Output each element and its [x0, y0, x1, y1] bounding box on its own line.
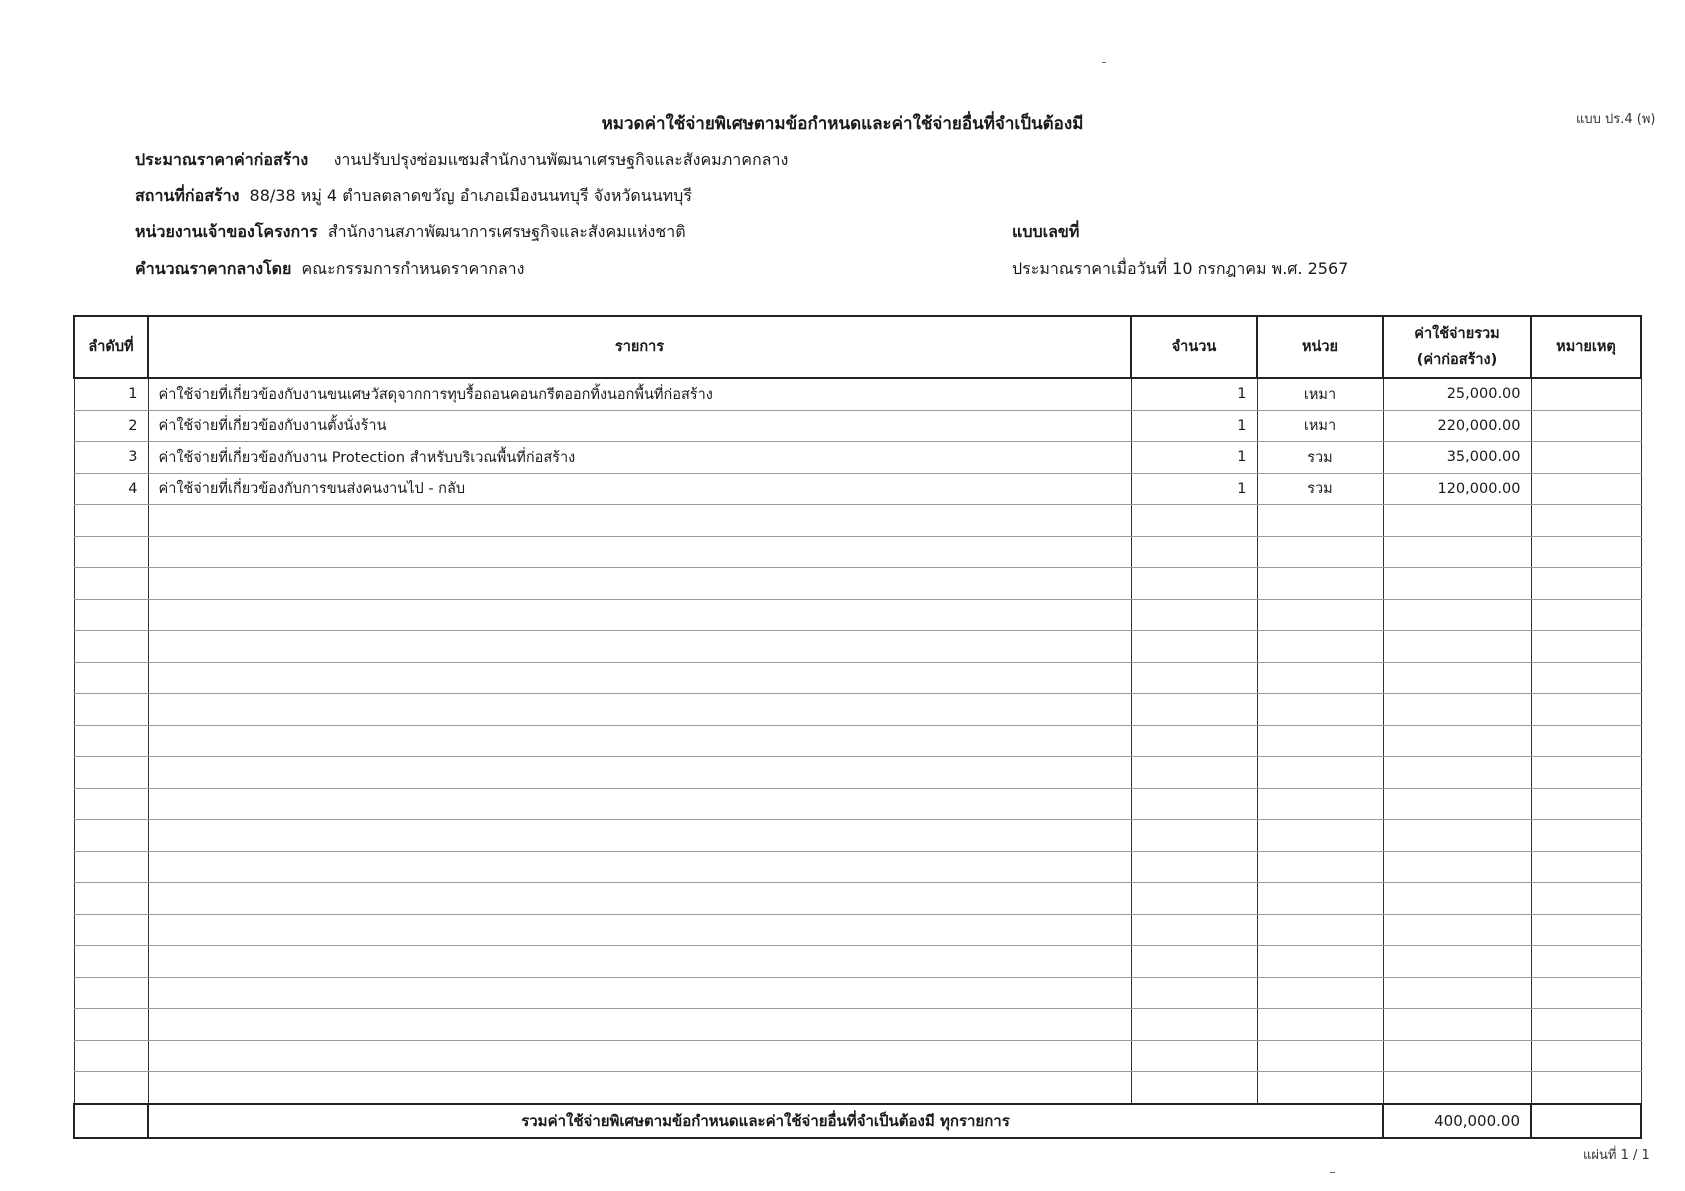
cell-remark — [1531, 883, 1641, 915]
plan-number-label: แบบเลขที่ — [1012, 222, 1080, 241]
cell-item — [148, 599, 1131, 631]
owner-value: สำนักงานสภาพัฒนาการเศรษฐกิจและสังคมแห่งชาติ — [327, 222, 686, 241]
cell-cost: 120,000.00 — [1383, 473, 1531, 505]
cell-unit: เหมา — [1257, 410, 1383, 442]
cell-unit — [1257, 757, 1383, 789]
cell-item: ค่าใช้จ่ายที่เกี่ยวข้องกับงาน Protection สำหรับบริเวณพื้นที่ก่อสร้าง — [148, 442, 1131, 474]
cell-unit — [1257, 662, 1383, 694]
cell-no: 2 — [74, 410, 148, 442]
total-spacer — [74, 1104, 148, 1138]
estimate-label: ประมาณราคาค่าก่อสร้าง — [135, 150, 309, 169]
cell-qty — [1131, 946, 1257, 978]
cell-qty — [1131, 536, 1257, 568]
table-row — [74, 536, 1641, 568]
total-row — [74, 1104, 1641, 1138]
cell-item — [148, 694, 1131, 726]
cell-no — [74, 1040, 148, 1072]
cell-cost — [1383, 1072, 1531, 1104]
cell-unit — [1257, 1009, 1383, 1041]
calc-value: คณะกรรมการกำหนดราคากลาง — [301, 259, 525, 278]
cell-unit — [1257, 599, 1383, 631]
cell-remark — [1531, 820, 1641, 852]
cell-no: 4 — [74, 473, 148, 505]
cell-no — [74, 851, 148, 883]
cell-qty: 1 — [1131, 378, 1257, 410]
table-row — [74, 442, 1641, 474]
header-remark: หมายเหตุ — [1531, 316, 1641, 378]
cell-unit — [1257, 788, 1383, 820]
table-row — [74, 820, 1641, 852]
cell-remark — [1531, 378, 1641, 410]
cell-qty — [1131, 568, 1257, 600]
cell-no — [74, 977, 148, 1009]
cell-no — [74, 914, 148, 946]
total-label: รวมค่าใช้จ่ายพิเศษตามข้อกำหนดและค่าใช้จ่ายอื่นที่จำเป็นต้องมี ทุกรายการ — [148, 1104, 1383, 1138]
scan-mark — [1330, 1172, 1335, 1173]
cell-qty — [1131, 1009, 1257, 1041]
table-row — [74, 788, 1641, 820]
cell-cost — [1383, 631, 1531, 663]
cell-remark — [1531, 788, 1641, 820]
cell-remark — [1531, 694, 1641, 726]
cell-cost: 35,000.00 — [1383, 442, 1531, 474]
cell-qty — [1131, 788, 1257, 820]
estimate-row — [135, 148, 788, 173]
cell-qty — [1131, 914, 1257, 946]
total-remark — [1531, 1104, 1641, 1138]
table-row — [74, 694, 1641, 726]
cell-cost — [1383, 599, 1531, 631]
cell-item — [148, 505, 1131, 537]
cell-qty — [1131, 1040, 1257, 1072]
header-unit: หน่วย — [1257, 316, 1383, 378]
table-row — [74, 725, 1641, 757]
table-row — [74, 410, 1641, 442]
table-row — [74, 599, 1641, 631]
cell-remark — [1531, 851, 1641, 883]
table-row — [74, 1040, 1641, 1072]
cell-no — [74, 946, 148, 978]
cell-no — [74, 505, 148, 537]
cell-remark — [1531, 1072, 1641, 1104]
cell-unit — [1257, 946, 1383, 978]
sheet-number: แผ่นที่ 1 / 1 — [1583, 1148, 1650, 1163]
cell-no — [74, 694, 148, 726]
cell-item — [148, 788, 1131, 820]
header-no: ลำดับที่ — [74, 316, 148, 378]
cell-unit — [1257, 631, 1383, 663]
cell-cost — [1383, 1009, 1531, 1041]
cell-item — [148, 662, 1131, 694]
cell-item — [148, 851, 1131, 883]
cell-no — [74, 820, 148, 852]
cell-no — [74, 788, 148, 820]
cell-cost — [1383, 820, 1531, 852]
cell-qty: 1 — [1131, 410, 1257, 442]
cell-cost — [1383, 914, 1531, 946]
header-cost — [1383, 316, 1531, 378]
table-row — [74, 505, 1641, 537]
cell-item — [148, 946, 1131, 978]
estimate-value: งานปรับปรุงซ่อมแซมสำนักงานพัฒนาเศรษฐกิจและสังคมภาคกลาง — [333, 150, 789, 169]
cell-unit — [1257, 883, 1383, 915]
cell-item — [148, 977, 1131, 1009]
cell-cost — [1383, 788, 1531, 820]
cell-no — [74, 568, 148, 600]
cell-unit — [1257, 851, 1383, 883]
cell-cost — [1383, 883, 1531, 915]
cell-cost — [1383, 505, 1531, 537]
cell-qty — [1131, 820, 1257, 852]
total-value: 400,000.00 — [1383, 1104, 1531, 1138]
cell-remark — [1531, 473, 1641, 505]
location-row — [135, 184, 692, 209]
cell-no — [74, 725, 148, 757]
cell-qty — [1131, 505, 1257, 537]
cell-remark — [1531, 505, 1641, 537]
cell-remark — [1531, 568, 1641, 600]
cell-no — [74, 1009, 148, 1041]
table-row — [74, 631, 1641, 663]
cell-cost — [1383, 725, 1531, 757]
cell-qty — [1131, 1072, 1257, 1104]
cell-remark — [1531, 662, 1641, 694]
owner-label: หน่วยงานเจ้าของโครงการ — [135, 222, 318, 241]
cell-unit — [1257, 1072, 1383, 1104]
cell-cost — [1383, 977, 1531, 1009]
cell-cost — [1383, 536, 1531, 568]
cell-unit — [1257, 568, 1383, 600]
cell-item — [148, 725, 1131, 757]
cell-remark — [1531, 914, 1641, 946]
cell-item — [148, 1040, 1131, 1072]
cell-unit — [1257, 1040, 1383, 1072]
cell-unit: เหมา — [1257, 378, 1383, 410]
estimate-date: ประมาณราคาเมื่อวันที่ 10 กรกฎาคม พ.ศ. 2567 — [1012, 259, 1349, 278]
cost-table — [73, 315, 1642, 1139]
cell-qty — [1131, 599, 1257, 631]
cell-remark — [1531, 725, 1641, 757]
table-row — [74, 473, 1641, 505]
cell-item — [148, 757, 1131, 789]
cell-no — [74, 1072, 148, 1104]
owner-row — [135, 220, 686, 245]
cell-cost — [1383, 568, 1531, 600]
table-row — [74, 883, 1641, 915]
cell-item — [148, 1009, 1131, 1041]
table-row — [74, 568, 1641, 600]
cell-item: ค่าใช้จ่ายที่เกี่ยวข้องกับงานตั้งนั่งร้าน — [148, 410, 1131, 442]
cell-item: ค่าใช้จ่ายที่เกี่ยวข้องกับงานขนเศษวัสดุจากการทุบรื้อถอนคอนกรีตออกทิ้งนอกพื้นที่ก่อสร้าง — [148, 378, 1131, 410]
cell-unit: รวม — [1257, 442, 1383, 474]
cell-qty — [1131, 757, 1257, 789]
cell-item — [148, 914, 1131, 946]
cell-cost: 220,000.00 — [1383, 410, 1531, 442]
cell-unit — [1257, 536, 1383, 568]
cell-no — [74, 757, 148, 789]
cell-unit: รวม — [1257, 473, 1383, 505]
location-value: 88/38 หมู่ 4 ตำบลตลาดขวัญ อำเภอเมืองนนทบุรี จังหวัดนนทบุรี — [249, 186, 692, 205]
table-row — [74, 757, 1641, 789]
cell-item — [148, 631, 1131, 663]
header-cost-line2: (ค่าก่อสร้าง) — [1416, 352, 1498, 368]
document-title: หมวดค่าใช้จ่ายพิเศษตามข้อกำหนดและค่าใช้จ่ายอื่นที่จำเป็นต้องมี — [601, 114, 1084, 134]
cell-item — [148, 536, 1131, 568]
cell-item — [148, 1072, 1131, 1104]
cell-qty — [1131, 851, 1257, 883]
table-row — [74, 1072, 1641, 1104]
cell-cost — [1383, 946, 1531, 978]
cell-qty — [1131, 977, 1257, 1009]
cell-remark — [1531, 1040, 1641, 1072]
cell-unit — [1257, 977, 1383, 1009]
cell-remark — [1531, 410, 1641, 442]
form-code: แบบ ปร.4 (พ) — [1576, 112, 1656, 127]
cell-item — [148, 883, 1131, 915]
cell-no — [74, 536, 148, 568]
cell-unit — [1257, 694, 1383, 726]
cell-qty — [1131, 631, 1257, 663]
calc-label: คำนวณราคากลางโดย — [135, 259, 292, 278]
table-header-row — [74, 316, 1641, 378]
cell-item — [148, 568, 1131, 600]
cell-cost — [1383, 757, 1531, 789]
header-cost-line1: ค่าใช้จ่ายรวม — [1414, 326, 1500, 342]
cell-cost — [1383, 662, 1531, 694]
calc-row — [135, 257, 524, 282]
cell-remark — [1531, 977, 1641, 1009]
cell-remark — [1531, 599, 1641, 631]
cell-qty: 1 — [1131, 442, 1257, 474]
scan-mark — [1102, 62, 1106, 63]
cell-remark — [1531, 631, 1641, 663]
header-item: รายการ — [148, 316, 1131, 378]
table-row — [74, 851, 1641, 883]
cell-unit — [1257, 725, 1383, 757]
cell-remark — [1531, 757, 1641, 789]
cell-cost — [1383, 694, 1531, 726]
table-row — [74, 914, 1641, 946]
cell-no — [74, 599, 148, 631]
cell-remark — [1531, 1009, 1641, 1041]
table-row — [74, 378, 1641, 410]
cell-no: 3 — [74, 442, 148, 474]
cell-remark — [1531, 442, 1641, 474]
cell-no — [74, 631, 148, 663]
cell-unit — [1257, 914, 1383, 946]
cell-remark — [1531, 946, 1641, 978]
cell-cost: 25,000.00 — [1383, 378, 1531, 410]
cell-no: 1 — [74, 378, 148, 410]
table-row — [74, 1009, 1641, 1041]
cell-item: ค่าใช้จ่ายที่เกี่ยวข้องกับการขนส่งคนงานไป - กลับ — [148, 473, 1131, 505]
table-row — [74, 977, 1641, 1009]
cell-no — [74, 883, 148, 915]
cell-no — [74, 662, 148, 694]
cell-remark — [1531, 536, 1641, 568]
table-row — [74, 946, 1641, 978]
cell-cost — [1383, 1040, 1531, 1072]
cell-item — [148, 820, 1131, 852]
cell-cost — [1383, 851, 1531, 883]
cell-unit — [1257, 820, 1383, 852]
cell-qty — [1131, 725, 1257, 757]
table-row — [74, 662, 1641, 694]
cell-qty — [1131, 694, 1257, 726]
header-qty: จำนวน — [1131, 316, 1257, 378]
cell-qty — [1131, 883, 1257, 915]
cell-qty: 1 — [1131, 473, 1257, 505]
location-label: สถานที่ก่อสร้าง — [135, 186, 240, 205]
cell-unit — [1257, 505, 1383, 537]
cell-qty — [1131, 662, 1257, 694]
